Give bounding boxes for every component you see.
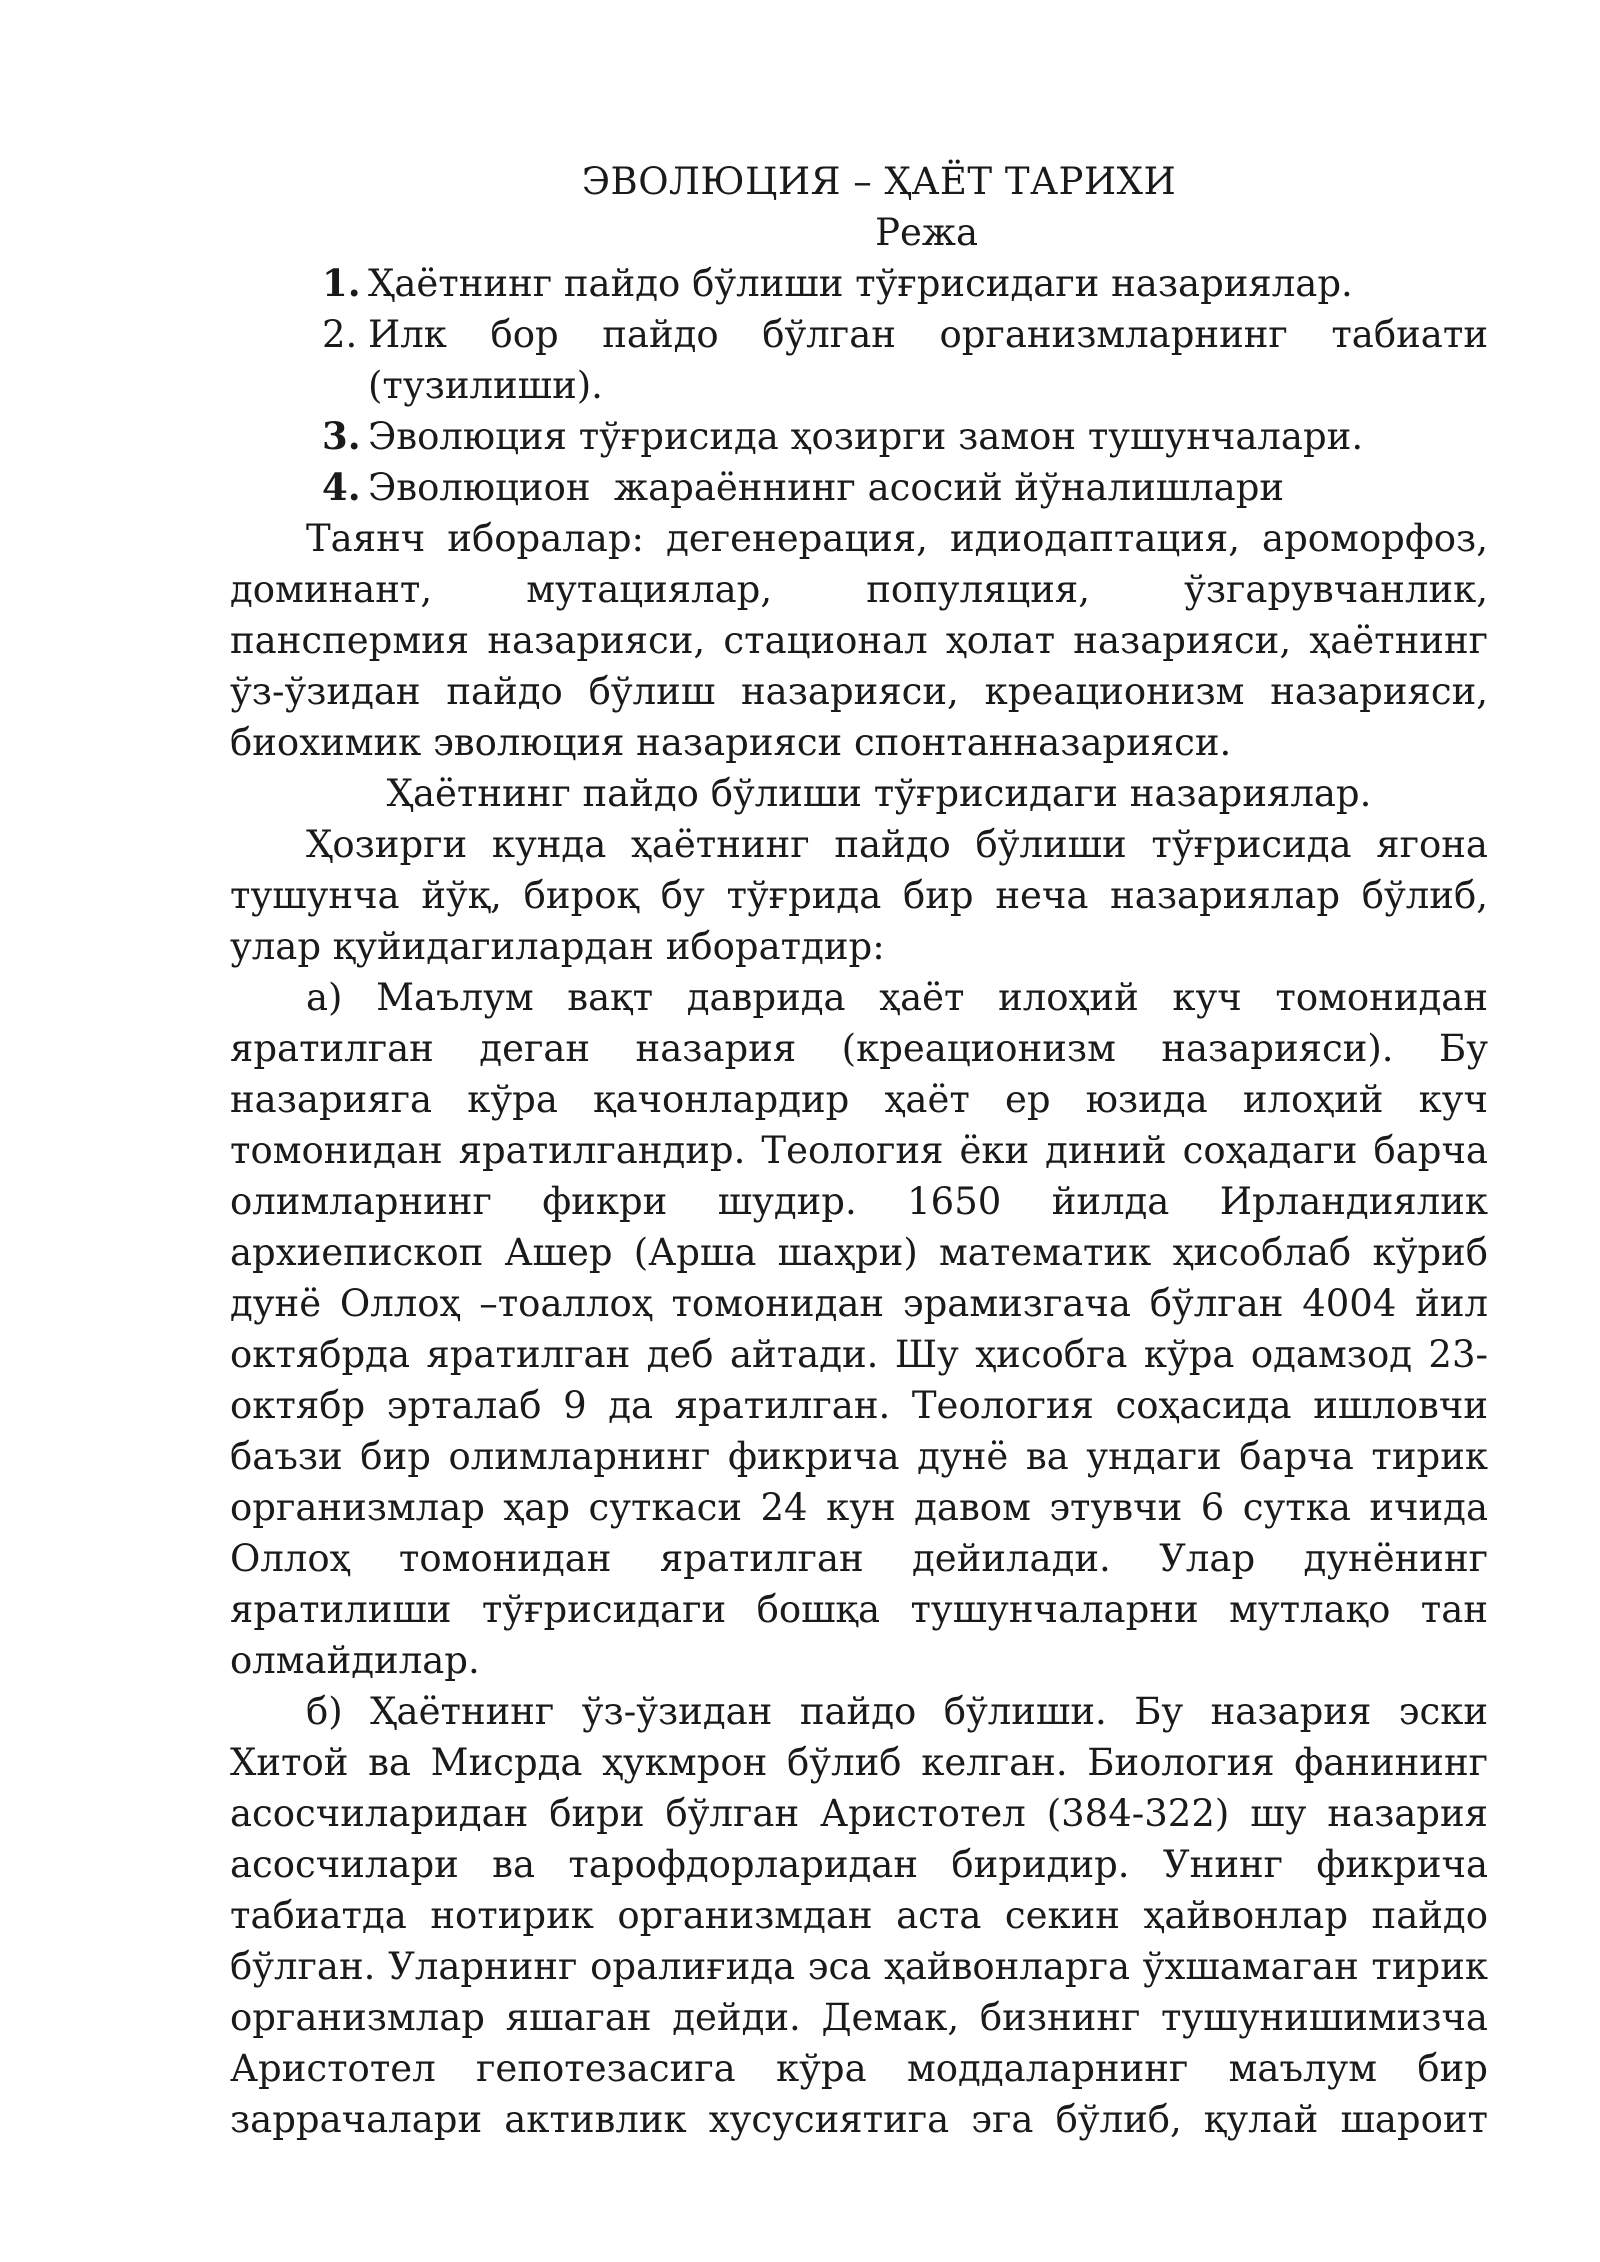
plan-item-text-continued: (тузилиши). — [368, 364, 603, 407]
keywords-paragraph: Таянч иборалар: дегенерация, идиодаптация, ароморфоз, доминант, мутациялар, популяция, ўзгарувчанлик, панспермия назарияси, стационал ҳолат назарияси, ҳаётнинг ўз-ўзидан пайдо бўлиш назарияси, креационизм назарияси, биохимик эволюция назарияси спонтанназарияси. — [230, 517, 1488, 764]
document-title: ЭВОЛЮЦИЯ – ҲАЁТ ТАРИХИ — [581, 160, 1177, 203]
body-paragraph: б) Ҳаётнинг ўз-ўзидан пайдо бўлиши. Бу назария эски Хитой ва Мисрда ҳукмрон бўлиб келган. Биология фанининг асосчиларидан бири бўлган Аристотел (384-322) шу назария асосчилари ва тарофдорларидан биридир. Унинг фикрича табиатда нотирик организмдан аста секин ҳайвонлар пайдо бўлган. Уларнинг оралиғида эса ҳайвонларга ўхшамаган тирик организмлар яшаган дейди. Демак, бизнинг тушунишимизча Аристотел гепотезасига кўра моддаларнинг маълум бир заррачалари активлик хусусиятига эга бўлиб, қулай шароит — [230, 1690, 1488, 2141]
plan-list — [230, 258, 1488, 513]
document-content — [230, 156, 1488, 2145]
plan-heading: Режа — [875, 211, 978, 254]
plan-item-text: Илк бор пайдо бўлган организмларнинг табиати — [368, 313, 1488, 356]
plan-item — [322, 309, 1488, 411]
plan-item-text: Эволюция тўғрисида ҳозирги замон тушунчалари. — [368, 415, 1364, 458]
section-heading: Ҳаётнинг пайдо бўлиши тўғрисидаги назариялар. — [386, 772, 1372, 815]
plan-item-text: Эволюцион жараённинг асосий йўналишлари — [368, 466, 1285, 509]
body-paragraph: Ҳозирги кунда ҳаётнинг пайдо бўлиши тўғрисида ягона тушунча йўқ, бироқ бу тўғрида бир неча назариялар бўлиб, улар қуйидагилардан иборатдир: — [230, 823, 1488, 968]
plan-item — [322, 258, 1488, 309]
plan-item-number: 1. — [322, 261, 361, 305]
plan-item — [322, 411, 1488, 462]
plan-item-number: 4. — [322, 465, 361, 509]
plan-item-text: Ҳаётнинг пайдо бўлиши тўғрисидаги назариялар. — [368, 262, 1353, 305]
plan-item-number: 3. — [322, 414, 361, 458]
plan-item — [322, 462, 1488, 513]
body-paragraph: а) Маълум вақт даврида ҳаёт илоҳий куч томонидан яратилган деган назария (креационизм назарияси). Бу назарияга кўра қачонлардир ҳаёт ер юзида илоҳий куч томонидан яратилгандир. Теология ёки диний соҳадаги барча олимларнинг фикри шудир. 1650 йилда Ирландиялик архиепископ Ашер (Арша шаҳри) математик ҳисоблаб кўриб дунё Оллоҳ –тоаллоҳ томонидан эрамизгача бўлган 4004 йил октябрда яратилган деб айтади. Шу ҳисобга кўра одамзод 23-октябр эрталаб 9 да яратилган. Теология соҳасида ишловчи баъзи бир олимларнинг фикрича дунё ва ундаги барча тирик организмлар ҳар суткаси 24 кун давом этувчи 6 сутка ичида Оллоҳ томонидан яратилган дейилади. Улар дунёнинг яратилиши тўғрисидаги бошқа тушунчаларни мутлақо тан олмайдилар. — [230, 976, 1488, 1682]
plan-item-number: 2. — [322, 313, 358, 356]
